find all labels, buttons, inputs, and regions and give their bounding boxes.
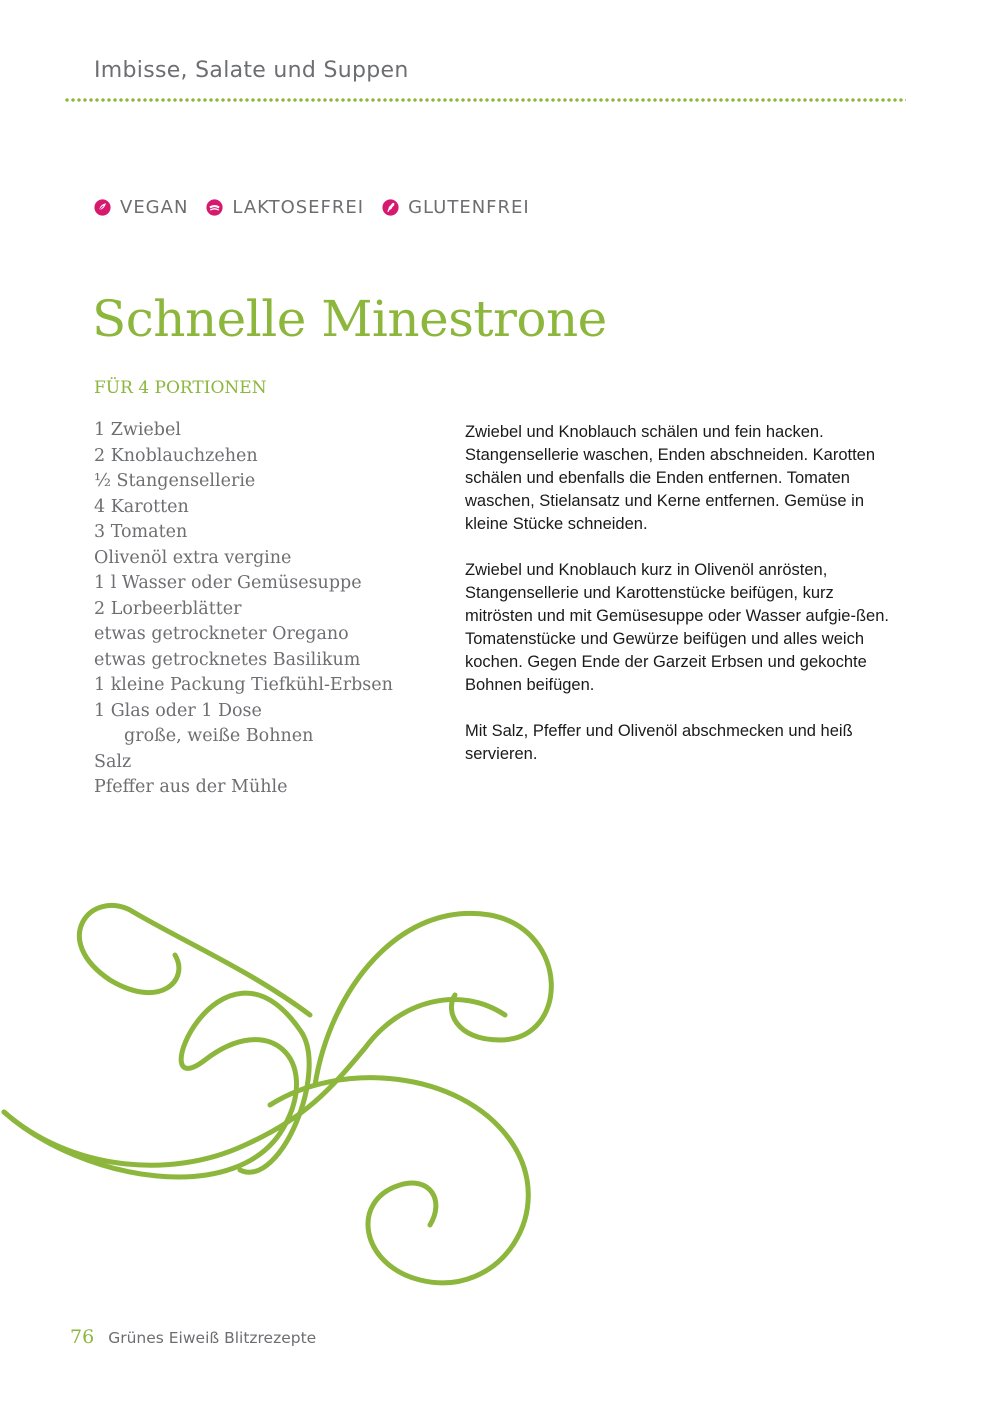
- ingredient-item: 2 Knoblauchzehen: [94, 445, 258, 466]
- preparation-steps: [465, 421, 905, 789]
- dotted-divider: [64, 98, 906, 102]
- step-paragraph: Mit Salz, Pfeffer und Olivenöl abschmecken und heiß servieren.: [465, 722, 853, 763]
- ingredient-item: 1 kleine Packung Tiefkühl-Erbsen: [94, 675, 393, 695]
- ingredient-item: große, weiße Bohnen: [124, 726, 314, 746]
- tag-glutenfrei: [382, 197, 530, 218]
- ingredient-item: 1 Zwiebel: [94, 420, 181, 440]
- glutenfrei-icon: [382, 199, 399, 216]
- recipe-title: Schnelle Minestrone: [92, 290, 607, 348]
- ingredient-item: Salz: [94, 751, 132, 772]
- tag-vegan: [94, 197, 188, 218]
- vegan-icon: [94, 199, 111, 216]
- tag-laktosefrei: [206, 197, 364, 218]
- ingredient-item: 1 l Wasser oder Gemüsesuppe: [94, 573, 362, 593]
- decorative-swirl: [0, 880, 600, 1300]
- book-title: Grünes Eiweiß Blitzrezepte: [108, 1329, 317, 1347]
- ingredient-item: etwas getrocknetes Basilikum: [94, 649, 361, 670]
- tag-label: VEGAN: [120, 197, 189, 218]
- ingredient-item: Pfeffer aus der Mühle: [94, 777, 288, 797]
- portions-label: FÜR 4 PORTIONEN: [94, 378, 267, 398]
- section-header: Imbisse, Salate und Suppen: [94, 58, 409, 83]
- step-paragraph: Zwiebel und Knoblauch kurz in Olivenöl anrösten, Stangensellerie und Karottenstücke beifügen, kurz mitrösten und mit Gemüsesuppe oder Wasser aufgie-ßen. Tomatenstücke und Gewürze beifügen und alles weich kochen. Gegen Ende der Garzeit Erbsen und gekochte Bohnen beifügen.: [465, 561, 889, 694]
- tag-label: GLUTENFREI: [408, 197, 530, 218]
- laktosefrei-icon: [206, 199, 223, 216]
- ingredient-list: [94, 418, 393, 801]
- step-paragraph: Zwiebel und Knoblauch schälen und fein hacken. Stangensellerie waschen, Enden abschneiden. Karotten schälen und ebenfalls die Enden entfernen. Tomaten waschen, Stielansatz und Kerne entfernen. Gemüse in kleine Stücke schneiden.: [465, 423, 876, 533]
- ingredient-item: 2 Lorbeerblätter: [94, 598, 242, 619]
- page-number: 76: [70, 1326, 95, 1348]
- tag-label: LAKTOSEFREI: [232, 197, 365, 218]
- ingredient-item: 1 Glas oder 1 Dose: [94, 700, 262, 721]
- page-footer: [70, 1326, 316, 1348]
- diet-tags: [94, 197, 548, 218]
- ingredient-item: 3 Tomaten: [94, 522, 188, 542]
- ingredient-item: etwas getrockneter Oregano: [94, 624, 349, 644]
- ingredient-item: ½ Stangensellerie: [94, 471, 256, 491]
- ingredient-item: Olivenöl extra vergine: [94, 547, 292, 568]
- ingredient-item: 4 Karotten: [94, 496, 189, 517]
